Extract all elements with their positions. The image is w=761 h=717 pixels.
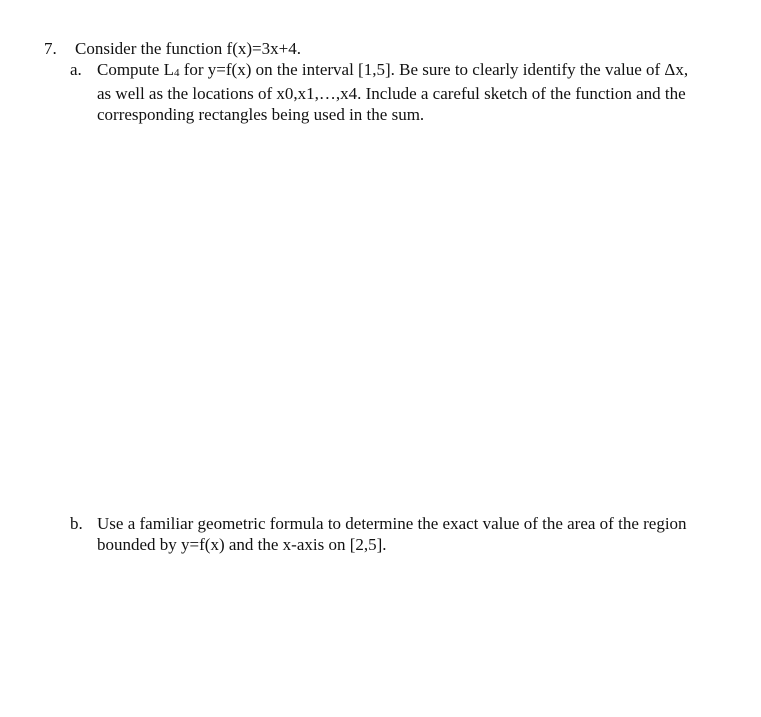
part-b-text: Use a familiar geometric formula to determine the exact value of the area of the region bounded by y=f(x) and the x-axis on [2,5].	[97, 514, 687, 554]
question-text: Consider the function f(x)=3x+4.	[75, 39, 301, 58]
part-a-subscript: 4	[173, 67, 180, 79]
part-b	[70, 513, 690, 555]
part-a-text-rest: for y=f(x) on the interval [1,5]. Be sure to clearly identify the value of Δx, as well as the locations of x0,x1,…,x4. Include a careful sketch of the function and the corresponding rectangles being used in the sum.	[97, 60, 689, 124]
part-a-label: a.	[70, 60, 82, 79]
part-a	[70, 59, 690, 125]
question-7	[44, 38, 724, 59]
part-a-text	[97, 59, 690, 125]
question-header	[44, 38, 724, 59]
part-a-text-start: Compute L	[97, 60, 174, 79]
question-number: 7.	[44, 39, 57, 58]
part-b-label: b.	[70, 514, 83, 533]
